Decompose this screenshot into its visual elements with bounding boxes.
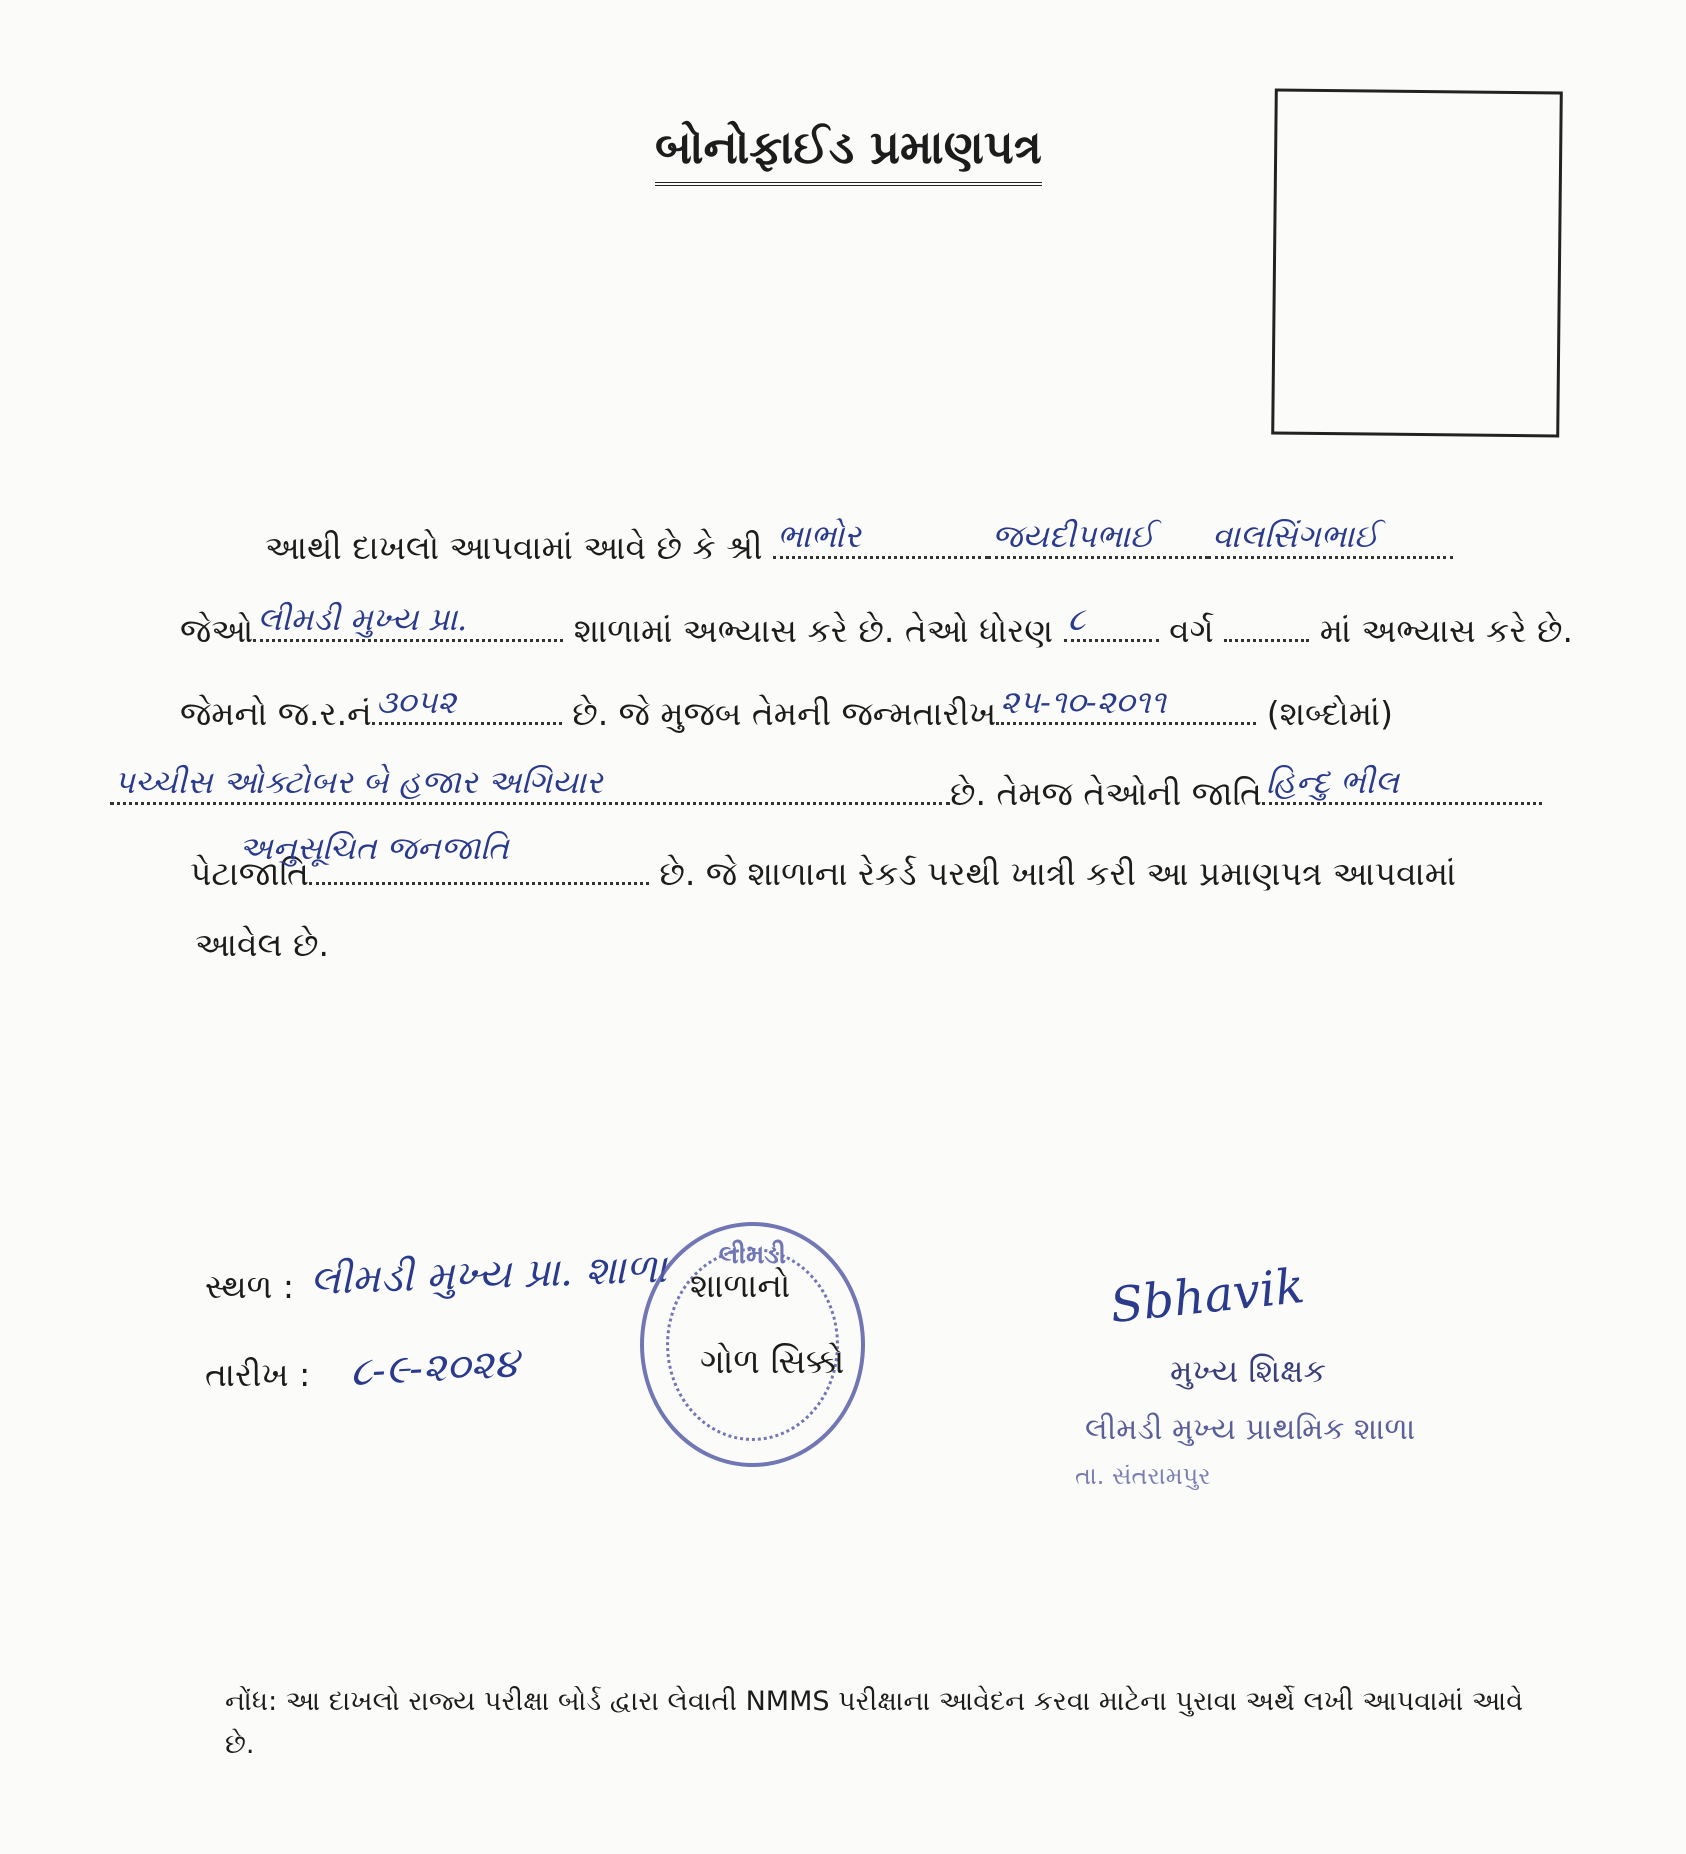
subcaste-value: અનુસૂચિત જનજાતિ bbox=[238, 829, 509, 867]
footer-note: નોંધ: આ દાખલો રાજ્ય પરીક્ષા બોર્ડ દ્વારા લેવાતી NMMS પરીક્ષાના આવેદન કરવા માટેના પુરાવા અર્થે લખી આપવામાં આવે છે. bbox=[225, 1686, 1524, 1761]
caste-field bbox=[1262, 763, 1542, 805]
line2-suffix: માં અભ્યાસ કરે છે. bbox=[1319, 611, 1574, 650]
caste-value: હિન્દુ ભીલ bbox=[1265, 763, 1399, 801]
gr-no-field bbox=[372, 683, 562, 725]
student-surname-field bbox=[773, 517, 988, 559]
dob-words-field bbox=[110, 763, 950, 805]
line3-middle: છે. જે મુજબ તેમની જન્મતારીખ bbox=[572, 694, 997, 733]
date-value: ૮-૯-૨૦૨૪ bbox=[348, 1340, 520, 1396]
principal-school: લીમડી મુખ્ય પ્રાથમિક શાળા bbox=[1085, 1412, 1416, 1447]
principal-place: તા. સંતરામપુર bbox=[1075, 1462, 1211, 1490]
class-field bbox=[1224, 605, 1309, 642]
principal-signature: Sbhavik bbox=[1107, 1257, 1308, 1335]
subcaste-field bbox=[238, 829, 649, 885]
round-seal-label: ગોળ સિક્કો bbox=[700, 1342, 845, 1382]
line2-class-label: વર્ગ bbox=[1169, 611, 1214, 650]
place-label: સ્થળ : bbox=[205, 1267, 294, 1306]
line3-suffix: (શબ્દોમાં) bbox=[1266, 694, 1394, 733]
father-name-field bbox=[1208, 517, 1453, 559]
place-value: લીમડી મુખ્ય પ્રા. શાળા bbox=[309, 1245, 668, 1305]
dob-words-value: પચ્ચીસ ઓક્ટોબર બે હજાર અગિયાર bbox=[114, 763, 603, 801]
line4-middle: છે. તેમજ તેઓની જાતિ bbox=[950, 774, 1262, 813]
paragraph-line-5 bbox=[190, 829, 1457, 893]
line1-prefix: આથી દાખલો આપવામાં આવે છે કે શ્રી bbox=[265, 528, 763, 567]
subcaste-label: પેટાજાતિ bbox=[190, 854, 309, 893]
line2-middle: શાળામાં અભ્યાસ કરે છે. તેઓ ધોરણ bbox=[573, 611, 1054, 650]
father-name-value: વાલસિંગભાઈ bbox=[1212, 517, 1379, 555]
line5-suffix: છે. જે શાળાના રેકર્ડ પરથી ખાત્રી કરી આ પ્રમાણપત્ર આપવામાં bbox=[659, 854, 1457, 893]
dob-value: ૨૫-૧૦-૨૦૧૧ bbox=[1000, 683, 1167, 721]
document-title: બોનોફાઈડ પ્રમાણપત્ર bbox=[655, 120, 1042, 186]
student-name-field bbox=[988, 517, 1208, 559]
paragraph-line-3 bbox=[180, 683, 1394, 733]
line3-prefix: જેમનો જ.ર.નં bbox=[180, 694, 372, 733]
gr-no-value: ૩૦૫૨ bbox=[375, 683, 457, 721]
school-seal-label: શાળાનો bbox=[690, 1266, 791, 1305]
round-stamp-text: લીમડી bbox=[718, 1240, 787, 1270]
photo-box bbox=[1271, 89, 1563, 438]
student-name-value: જયદીપભાઈ bbox=[992, 517, 1155, 555]
paragraph-line-6: આવેલ છે. bbox=[195, 925, 329, 964]
principal-title: મુખ્ય શિક્ષક bbox=[1170, 1352, 1327, 1390]
std-field bbox=[1064, 600, 1159, 642]
paragraph-line-4 bbox=[110, 763, 1542, 813]
student-surname-value: ભાભોર bbox=[777, 517, 861, 555]
std-value: ૮ bbox=[1067, 600, 1086, 638]
dob-field bbox=[996, 683, 1256, 725]
line2-prefix: જેઓ bbox=[180, 611, 254, 650]
school-name-field bbox=[253, 600, 563, 642]
paragraph-line-2 bbox=[180, 600, 1574, 650]
paragraph-line-1 bbox=[265, 517, 1453, 567]
school-name-value: લીમડી મુખ્ય પ્રા. bbox=[257, 600, 468, 638]
date-label: તારીખ : bbox=[205, 1355, 311, 1394]
